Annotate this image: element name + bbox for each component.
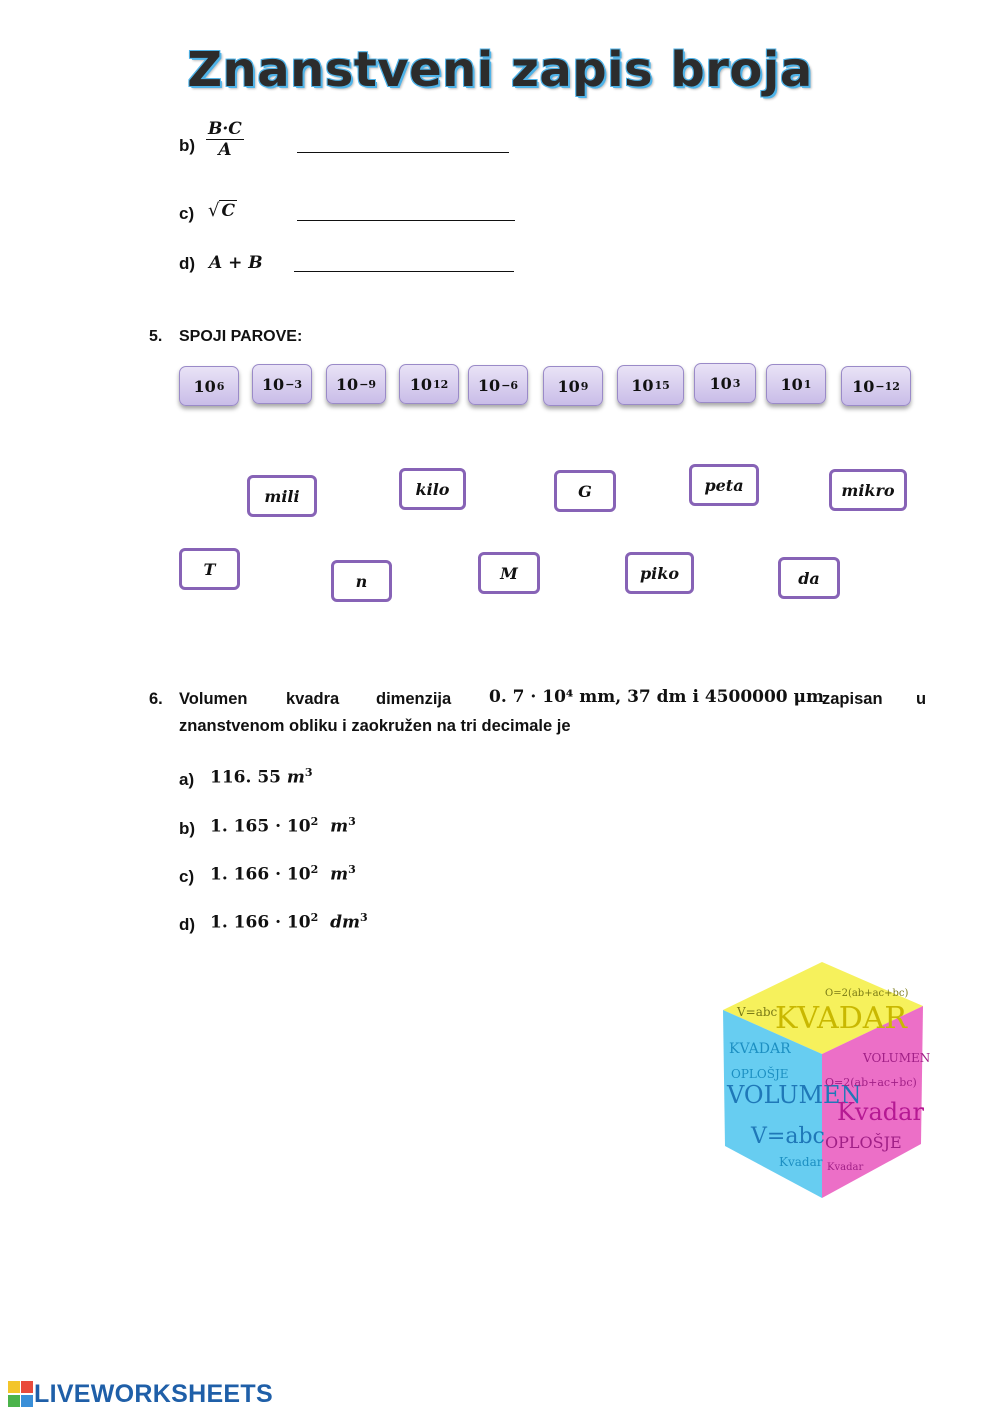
answer-value: 116. 55 bbox=[210, 767, 281, 788]
answer-value: 1. 166 · 10 bbox=[210, 912, 311, 933]
answer-unit: m bbox=[286, 767, 305, 788]
answer-value: 1. 166 · 10 bbox=[210, 864, 311, 885]
prefix-box[interactable]: piko bbox=[625, 552, 694, 594]
cube-word: V=abc bbox=[751, 1124, 825, 1149]
answer-unit: dm bbox=[330, 912, 360, 933]
q5-number: 5. bbox=[149, 328, 163, 345]
q4-c-argument: C bbox=[221, 201, 236, 221]
q4-b-denominator: A bbox=[218, 140, 232, 160]
prefix-box[interactable]: n bbox=[331, 560, 392, 602]
prefix-box[interactable]: kilo bbox=[399, 468, 466, 510]
q6-word: Volumen bbox=[179, 690, 248, 708]
q6-d-label: d) bbox=[179, 915, 196, 934]
q4-b-label: b) bbox=[179, 136, 196, 155]
cuboid-word-cloud bbox=[715, 958, 930, 1203]
answer-unit-exponent: 3 bbox=[348, 863, 356, 876]
power-base: 10 bbox=[335, 374, 359, 394]
power-base: 10 bbox=[409, 374, 432, 394]
liveworksheets-logo[interactable] bbox=[8, 1380, 273, 1409]
answer-unit-exponent: 3 bbox=[359, 911, 368, 924]
cube-word: Kvadar bbox=[837, 1098, 924, 1126]
cube-word: OPLOŠJE bbox=[731, 1067, 789, 1081]
answer-exponent: 2 bbox=[310, 815, 319, 828]
q6-c-answer[interactable] bbox=[210, 863, 356, 885]
q6-a-label: a) bbox=[179, 770, 195, 789]
prefix-box[interactable]: M bbox=[478, 552, 540, 594]
q4-d-label: d) bbox=[179, 254, 196, 273]
power-base: 10 bbox=[852, 376, 875, 396]
cube-word: KVADAR bbox=[775, 1001, 908, 1036]
answer-unit-exponent: 3 bbox=[348, 815, 356, 828]
cube-word: O=2(ab+ac+bc) bbox=[825, 1076, 917, 1089]
prefix-box[interactable]: G bbox=[554, 470, 616, 512]
answer-exponent: 2 bbox=[310, 863, 319, 876]
q6-word: kvadra bbox=[286, 690, 340, 708]
cube-word: KVADAR bbox=[729, 1041, 791, 1057]
power-base: 10 bbox=[193, 376, 216, 396]
cube-word: V=abc bbox=[737, 1005, 778, 1019]
power-exponent: 9 bbox=[580, 379, 589, 393]
q4-c-sqrt bbox=[208, 200, 237, 221]
q6-c-label: c) bbox=[179, 867, 195, 886]
prefix-box[interactable]: peta bbox=[689, 464, 759, 506]
liveworksheets-icon bbox=[8, 1381, 34, 1409]
prefix-box[interactable]: mikro bbox=[829, 469, 907, 511]
power-exponent: 1 bbox=[803, 377, 812, 391]
power-base: 10 bbox=[557, 376, 580, 396]
cube-word: VOLUMEN bbox=[727, 1081, 862, 1109]
power-exponent: 15 bbox=[654, 378, 670, 392]
q6-dimensions-math: 0. 7 · 10⁴ mm, 37 dm i 4500000 μm bbox=[489, 687, 824, 707]
power-chip[interactable] bbox=[766, 364, 826, 404]
answer-unit: m bbox=[330, 816, 349, 837]
power-chip[interactable] bbox=[543, 366, 603, 406]
power-chip[interactable] bbox=[399, 364, 459, 404]
power-exponent: 6 bbox=[216, 379, 225, 393]
answer-unit: m bbox=[330, 864, 349, 885]
prefix-box[interactable]: mili bbox=[247, 475, 317, 517]
power-base: 10 bbox=[477, 375, 501, 395]
power-base: 10 bbox=[261, 374, 285, 394]
cube-word: O=2(ab+ac+bc) bbox=[825, 988, 909, 999]
power-chip[interactable] bbox=[468, 365, 528, 405]
q5-heading: SPOJI PAROVE: bbox=[179, 328, 303, 345]
answer-unit-exponent: 3 bbox=[304, 766, 313, 779]
q6-line2: znanstvenom obliku i zaokružen na tri decimale je bbox=[179, 717, 571, 735]
power-chip[interactable] bbox=[617, 365, 684, 405]
power-chip[interactable] bbox=[841, 366, 911, 406]
power-base: 10 bbox=[709, 373, 732, 393]
q6-word: zapisan bbox=[822, 690, 883, 708]
q4-d-expression: A + B bbox=[209, 253, 263, 273]
q6-b-label: b) bbox=[179, 819, 196, 838]
prefix-box[interactable]: T bbox=[179, 548, 240, 590]
power-exponent: 12 bbox=[432, 377, 449, 391]
power-chip[interactable] bbox=[179, 366, 239, 406]
q6-number: 6. bbox=[149, 690, 163, 708]
power-exponent: −12 bbox=[875, 379, 900, 393]
power-exponent: −6 bbox=[501, 378, 519, 392]
cube-word: Kvadar bbox=[779, 1155, 823, 1169]
q6-word: u bbox=[916, 690, 927, 708]
q4-c-label: c) bbox=[179, 204, 195, 223]
q6-b-answer[interactable] bbox=[210, 815, 356, 837]
answer-value: 1. 165 · 10 bbox=[210, 816, 311, 837]
power-chip[interactable] bbox=[326, 364, 386, 404]
page-title: Znanstveni zapis broja bbox=[187, 42, 813, 98]
cube-word: Kvadar bbox=[827, 1162, 864, 1173]
q6-d-answer[interactable] bbox=[210, 911, 368, 933]
power-exponent: 3 bbox=[732, 376, 741, 390]
q6-a-answer[interactable] bbox=[210, 766, 313, 788]
liveworksheets-text: LIVEWORKSHEETS bbox=[34, 1380, 273, 1408]
power-base: 10 bbox=[631, 375, 654, 395]
cube-word: VOLUMEN bbox=[863, 1051, 930, 1065]
cube-word: OPLOŠJE bbox=[825, 1133, 902, 1152]
prefix-box[interactable]: da bbox=[778, 557, 840, 599]
sqrt-symbol: √ bbox=[208, 200, 220, 221]
power-base: 10 bbox=[780, 374, 803, 394]
q4-b-numerator: B·C bbox=[208, 119, 242, 139]
power-chip[interactable] bbox=[252, 364, 312, 404]
power-exponent: −9 bbox=[359, 377, 377, 391]
power-exponent: −3 bbox=[285, 377, 303, 391]
q4-b-answer-line[interactable] bbox=[297, 152, 509, 153]
q4-b-fraction bbox=[206, 120, 244, 160]
power-chip[interactable] bbox=[694, 363, 756, 403]
q6-word: dimenzija bbox=[376, 690, 452, 708]
q4-c-answer-line[interactable] bbox=[297, 220, 515, 221]
answer-exponent: 2 bbox=[310, 911, 319, 924]
q4-d-answer-line[interactable] bbox=[294, 271, 514, 272]
